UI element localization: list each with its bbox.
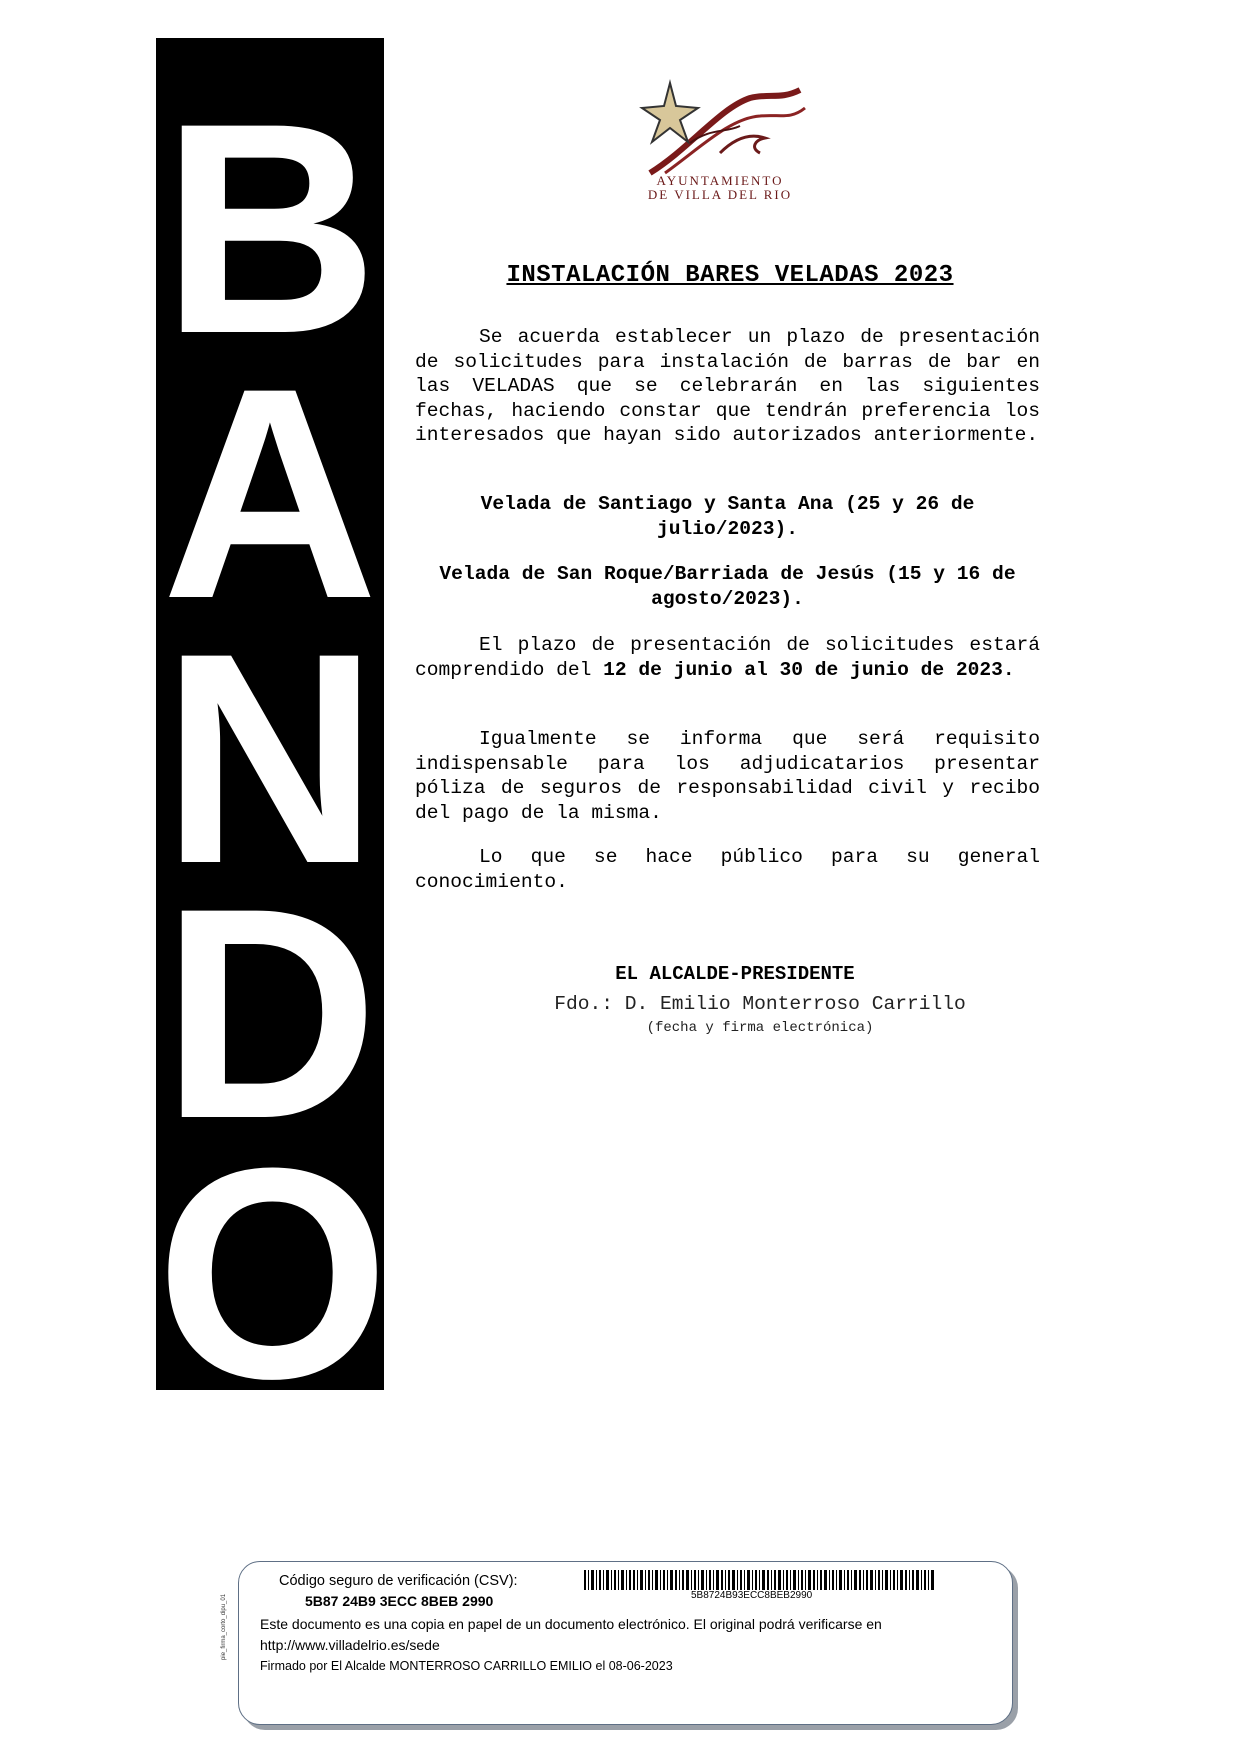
intro-paragraph: Se acuerda establecer un plazo de presentación de solicitudes para instalación de barras de bar en las VELADAS que se celebrarán en las siguientes fechas, haciendo constar que tendrán preferencia los interesados que hayan sido autorizados anteriormente. bbox=[415, 326, 1040, 446]
banner-letter-a: A bbox=[161, 325, 379, 661]
logo-mark-icon bbox=[630, 78, 810, 178]
deadline-text: El plazo de presentación de solicitudes estará comprendido del bbox=[415, 634, 1040, 681]
verify-url[interactable]: http://www.villadelrio.es/sede bbox=[260, 1637, 440, 1653]
signature-name: Fdo.: D. Emilio Monterroso Carrillo bbox=[554, 993, 966, 1015]
barcode-text: 5B8724B93ECC8BEB2990 bbox=[691, 1590, 813, 1601]
footer-side-code: pie_firma_corto_dipu_01 bbox=[221, 1593, 227, 1660]
insurance-paragraph: Igualmente se informa que será requisito indispensable para los adjudicatarios presentar póliza de seguros de responsabilidad civil y recibo del pago de la misma. bbox=[415, 728, 1040, 824]
verification-box bbox=[238, 1561, 1013, 1725]
town-hall-logo bbox=[630, 78, 810, 213]
signature-title: EL ALCALDE-PRESIDENTE bbox=[615, 963, 855, 985]
document-title: INSTALACIÓN BARES VELADAS 2023 bbox=[506, 262, 954, 289]
copy-notice: Este documento es una copia en papel de un documento electrónico. El original podrá verificarse en bbox=[260, 1616, 882, 1632]
event-santiago: Velada de Santiago y Santa Ana (25 y 26 de julio/2023). bbox=[480, 493, 975, 540]
csv-label: Código seguro de verificación (CSV): bbox=[279, 1573, 518, 1589]
logo-text-line1: AYUNTAMIENTO bbox=[656, 173, 784, 188]
closing-paragraph: Lo que se hace público para su general conocimiento. bbox=[415, 846, 1040, 893]
csv-code: 5B87 24B9 3ECC 8BEB 2990 bbox=[305, 1593, 494, 1609]
banner-letter-n: N bbox=[161, 590, 379, 926]
barcode-icon bbox=[584, 1570, 934, 1590]
banner-letter-b: B bbox=[161, 60, 379, 396]
banner-letter-d: D bbox=[161, 845, 379, 1181]
banner-letter-o: O bbox=[156, 1105, 390, 1441]
deadline-dates: 12 de junio al 30 de junio de 2023. bbox=[603, 658, 1015, 681]
logo-text-line2: DE VILLA DEL RIO bbox=[647, 187, 793, 202]
deadline-paragraph bbox=[415, 633, 1040, 682]
bando-banner bbox=[156, 38, 390, 1441]
signed-by: Firmado por El Alcalde MONTERROSO CARRILLO EMILIO el 08-06-2023 bbox=[260, 1659, 673, 1673]
event-san-roque: Velada de San Roque/Barriada de Jesús (15 y 16 de agosto/2023). bbox=[439, 563, 1016, 610]
signature-note: (fecha y firma electrónica) bbox=[646, 1020, 874, 1036]
